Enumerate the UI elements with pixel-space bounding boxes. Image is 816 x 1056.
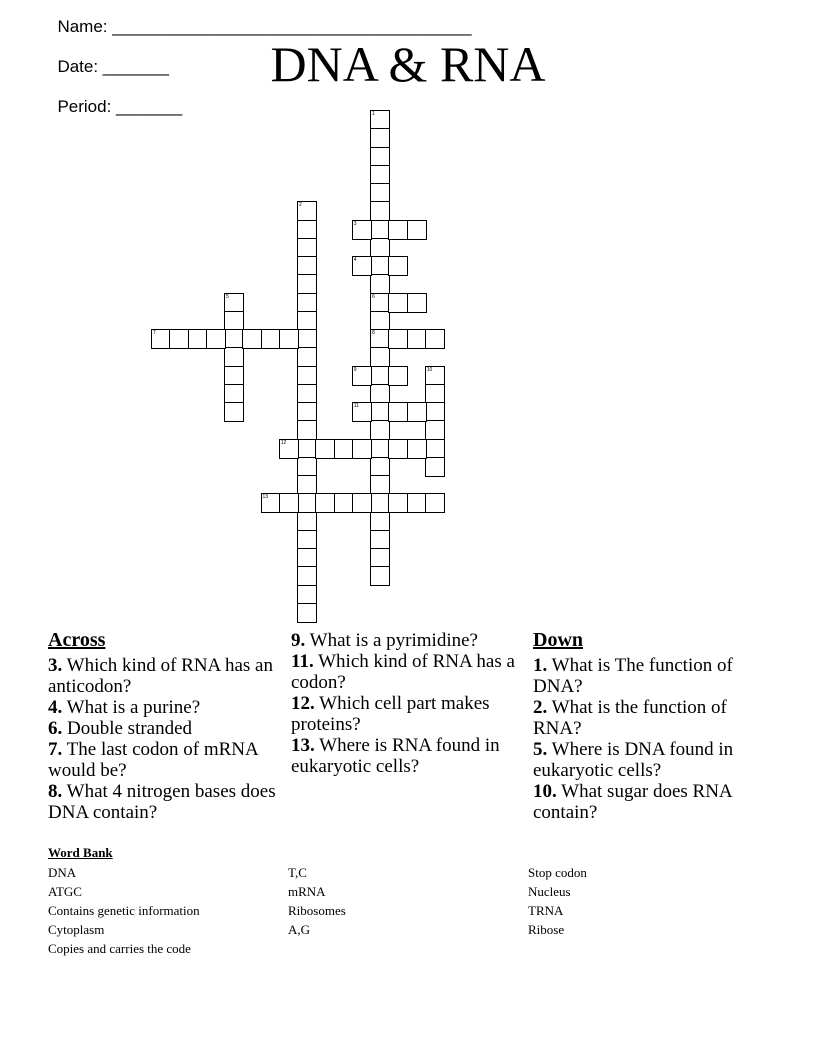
crossword-cell[interactable] (370, 238, 390, 258)
crossword-cell[interactable] (279, 439, 299, 459)
clue-number: 4 (353, 257, 357, 263)
crossword-cell[interactable] (242, 329, 262, 349)
crossword-cell[interactable] (407, 402, 427, 422)
crossword-cell[interactable] (224, 347, 244, 367)
across-clues-column-2 (291, 630, 516, 777)
crossword-cell[interactable] (169, 329, 189, 349)
clue-text: What is the function of RNA? (533, 697, 727, 739)
across-clue (48, 739, 278, 781)
crossword-cell[interactable] (352, 220, 372, 240)
crossword-cell[interactable] (388, 439, 408, 459)
down-clues-column (533, 630, 743, 823)
across-clue (48, 781, 278, 823)
name-field-label: Name: ______________________________________ (57, 17, 472, 36)
clue-number-label: 7. (48, 739, 63, 760)
crossword-cell[interactable] (297, 311, 317, 331)
crossword-cell[interactable] (352, 256, 372, 276)
crossword-cell[interactable] (388, 493, 408, 513)
clue-number: 7 (153, 330, 156, 336)
clue-text: What 4 nitrogen bases does DNA contain? (48, 781, 276, 823)
across-heading: Across (48, 629, 106, 651)
crossword-cell[interactable] (224, 402, 244, 422)
crossword-cell[interactable] (261, 493, 281, 513)
word-bank-column-2 (288, 863, 346, 939)
crossword-cell[interactable] (407, 439, 427, 459)
clue-number: 9 (353, 366, 357, 373)
crossword-cell[interactable] (297, 402, 317, 422)
clue-text: Which cell part makes proteins? (291, 693, 490, 735)
down-clue (533, 781, 743, 823)
crossword-cell[interactable] (297, 238, 317, 258)
clue-number: 5 (226, 293, 229, 300)
crossword-cell[interactable] (279, 493, 299, 513)
crossword-cell[interactable] (297, 475, 317, 495)
clue-text: What sugar does RNA contain? (533, 781, 732, 823)
clue-text: Which kind of RNA has a codon? (291, 651, 515, 693)
clue-text: Which kind of RNA has an anticodon? (48, 655, 273, 697)
crossword-cell[interactable] (297, 603, 317, 623)
crossword-cell[interactable] (370, 402, 390, 422)
crossword-cell[interactable] (334, 439, 354, 459)
crossword-cell[interactable] (297, 439, 317, 459)
crossword-cell[interactable] (425, 402, 445, 422)
word-bank-column-3 (528, 863, 587, 939)
crossword-cell[interactable] (370, 566, 390, 586)
clue-number: 10 (426, 366, 433, 373)
crossword-cell[interactable] (370, 274, 390, 294)
crossword-cell[interactable] (407, 220, 427, 240)
crossword-cell[interactable] (315, 493, 335, 513)
crossword-cell[interactable] (370, 493, 390, 513)
clue-number: 13 (262, 494, 269, 501)
crossword-cell[interactable] (370, 420, 390, 440)
crossword-cell[interactable] (224, 366, 244, 386)
clue-number-label: 11. (291, 651, 314, 672)
crossword-cell[interactable] (425, 493, 445, 513)
down-clue (533, 655, 743, 697)
word-bank-item: Stop codon (528, 865, 587, 880)
crossword-cell[interactable] (297, 220, 317, 240)
crossword-cell[interactable] (297, 512, 317, 532)
clue-number-label: 10. (533, 781, 557, 802)
crossword-cell[interactable] (297, 457, 317, 477)
crossword-cell[interactable] (151, 329, 171, 349)
clue-number-label: 6. (48, 718, 63, 739)
crossword-cell[interactable] (370, 311, 390, 331)
word-bank-item: Contains genetic information (48, 903, 200, 918)
clue-number-label: 12. (291, 693, 315, 714)
across-clue (291, 630, 516, 651)
crossword-cell[interactable] (352, 366, 372, 386)
crossword-cell[interactable] (370, 366, 390, 386)
clue-text: What is a pyrimidine? (305, 630, 478, 651)
crossword-cell[interactable] (370, 110, 390, 130)
clue-number: 8 (372, 330, 375, 336)
date-field-label: Date: _______ (57, 57, 169, 76)
crossword-cell[interactable] (425, 439, 445, 459)
across-clue (48, 697, 278, 718)
crossword-cell[interactable] (297, 347, 317, 367)
word-bank-item: T,C (288, 865, 307, 880)
crossword-cell[interactable] (315, 439, 335, 459)
crossword-cell[interactable] (297, 293, 317, 313)
clue-number-label: 5. (533, 739, 548, 760)
crossword-cell[interactable] (370, 347, 390, 367)
word-bank-item: ATGC (48, 884, 82, 899)
crossword-cell[interactable] (297, 329, 317, 349)
crossword-cell[interactable] (370, 201, 390, 221)
crossword-cell[interactable] (206, 329, 226, 349)
crossword-cell[interactable] (297, 566, 317, 586)
across-clue (291, 693, 516, 735)
word-bank-item: Nucleus (528, 884, 571, 899)
crossword-cell[interactable] (425, 329, 445, 349)
crossword-cell[interactable] (297, 384, 317, 404)
crossword-cell[interactable] (370, 183, 390, 203)
clue-text: What is a purine? (62, 697, 201, 718)
clue-number: 1 (372, 111, 375, 117)
crossword-cell[interactable] (352, 402, 372, 422)
across-clue (291, 735, 516, 777)
clue-number: 12 (280, 439, 287, 446)
word-bank-item: Ribose (528, 922, 565, 937)
clue-text: Double stranded (62, 718, 193, 739)
across-clue (291, 651, 516, 693)
crossword-cell[interactable] (370, 439, 390, 459)
crossword-cell[interactable] (297, 256, 317, 276)
crossword-cell[interactable] (425, 366, 445, 386)
word-bank-title: Word Bank (48, 845, 113, 860)
crossword-cell[interactable] (370, 384, 390, 404)
crossword-cell[interactable] (370, 128, 390, 148)
crossword-cell[interactable] (370, 512, 390, 532)
word-bank-item: DNA (48, 865, 77, 880)
period-field-label: Period: _______ (57, 97, 183, 116)
clue-text: Where is DNA found in eukaryotic cells? (533, 739, 734, 781)
crossword-cell[interactable] (224, 293, 244, 313)
clue-number: 11 (353, 403, 359, 409)
crossword-cell[interactable] (297, 420, 317, 440)
crossword-cell[interactable] (407, 293, 427, 313)
across-clue (48, 655, 278, 697)
page-title: DNA & RNA (270, 36, 546, 92)
crossword-cell[interactable] (388, 402, 408, 422)
crossword-cell[interactable] (224, 311, 244, 331)
crossword-cell[interactable] (352, 439, 372, 459)
crossword-cell[interactable] (370, 457, 390, 477)
word-bank-item: Ribosomes (288, 903, 346, 918)
clue-number: 2 (299, 202, 302, 209)
crossword-cell[interactable] (370, 256, 390, 276)
crossword-cell[interactable] (297, 274, 317, 294)
crossword-cell[interactable] (370, 530, 390, 550)
clue-text: The last codon of mRNA would be? (48, 739, 258, 781)
crossword-cell[interactable] (297, 548, 317, 568)
crossword-cell[interactable] (388, 256, 408, 276)
across-clue (48, 718, 278, 739)
crossword-cell[interactable] (370, 147, 390, 167)
crossword-cell[interactable] (388, 366, 408, 386)
crossword-cell[interactable] (425, 457, 445, 477)
crossword-cell[interactable] (188, 329, 208, 349)
clue-number: 3 (353, 220, 357, 227)
crossword-cell[interactable] (425, 420, 445, 440)
across-clues-column-1 (48, 630, 278, 823)
crossword-cell[interactable] (370, 165, 390, 185)
clue-number-label: 9. (291, 630, 306, 651)
crossword-cell[interactable] (261, 329, 281, 349)
crossword-cell[interactable] (224, 329, 244, 349)
clue-number-label: 13. (291, 735, 315, 756)
word-bank-item: A,G (288, 922, 311, 937)
word-bank-item: mRNA (288, 884, 326, 899)
clue-number-label: 8. (48, 781, 63, 802)
clue-number: 6 (372, 293, 375, 300)
crossword-cell[interactable] (388, 220, 408, 240)
crossword-cell[interactable] (370, 329, 390, 349)
crossword-cell[interactable] (297, 585, 317, 605)
clue-text: What is The function of DNA? (533, 655, 733, 697)
crossword-cell[interactable] (297, 366, 317, 386)
crossword-cell[interactable] (370, 220, 390, 240)
clue-text: Where is RNA found in eukaryotic cells? (291, 735, 500, 777)
crossword-cell[interactable] (352, 493, 372, 513)
crossword-cell[interactable] (334, 493, 354, 513)
clue-number-label: 3. (48, 655, 63, 676)
word-bank-column-1 (48, 863, 200, 958)
crossword-cell[interactable] (388, 293, 408, 313)
crossword-cell[interactable] (297, 493, 317, 513)
crossword-cell[interactable] (370, 475, 390, 495)
crossword-cell[interactable] (407, 493, 427, 513)
crossword-cell[interactable] (297, 530, 317, 550)
down-heading: Down (533, 629, 584, 651)
word-bank-item: Cytoplasm (48, 922, 105, 937)
crossword-cell[interactable] (407, 329, 427, 349)
down-clue (533, 739, 743, 781)
crossword-cell[interactable] (388, 329, 408, 349)
crossword-cell[interactable] (370, 293, 390, 313)
clue-number-label: 1. (533, 655, 548, 676)
clue-number-label: 4. (48, 697, 63, 718)
crossword-cell[interactable] (279, 329, 299, 349)
crossword-cell[interactable] (370, 548, 390, 568)
crossword-cell[interactable] (297, 201, 317, 221)
crossword-cell[interactable] (425, 384, 445, 404)
crossword-cell[interactable] (224, 384, 244, 404)
down-clue (533, 697, 743, 739)
word-bank-item: Copies and carries the code (48, 941, 191, 956)
word-bank-item: TRNA (528, 903, 564, 918)
clue-number-label: 2. (533, 697, 548, 718)
